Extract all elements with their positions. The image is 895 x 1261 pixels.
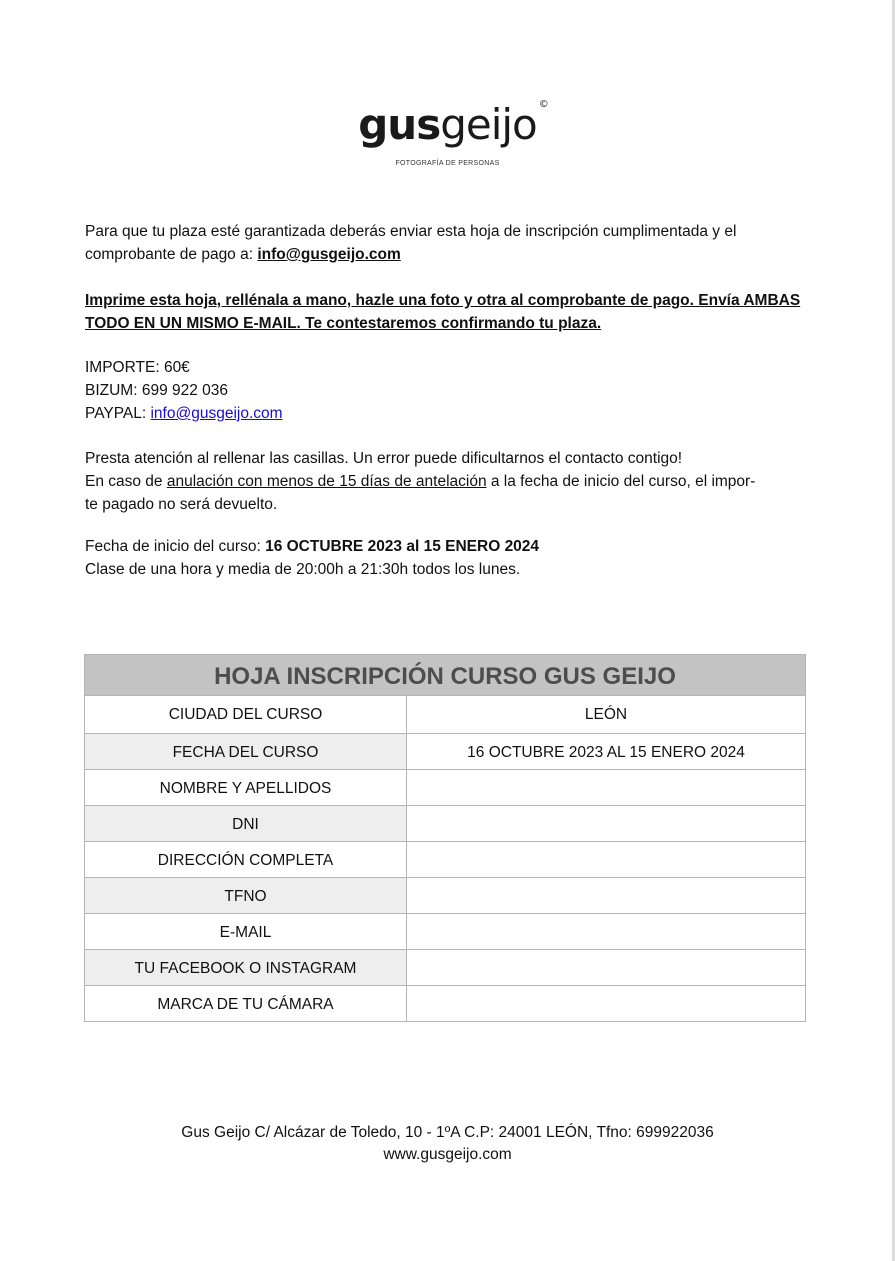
form-row-email (85, 913, 805, 949)
payment-importe: IMPORTE: 60€ (85, 359, 190, 376)
form-row-address (85, 841, 805, 877)
form-label: TU FACEBOOK O INSTAGRAM (85, 950, 407, 985)
course-start-label: Fecha de inicio del curso: (85, 538, 266, 555)
intro-text: Para que tu plaza esté garantizada deberás enviar esta hoja de inscripción cumplimentada y el comprobante de pago a: (85, 223, 737, 263)
notice-block (85, 447, 805, 516)
footer-address: Gus Geijo C/ Alcázar de Toledo, 10 - 1ºA C.P: 24001 LEÓN, Tfno: 699922036 (181, 1124, 714, 1141)
footer (0, 1122, 895, 1166)
paypal-email-link[interactable]: info@gusgeijo.com (150, 405, 283, 422)
form-row-phone (85, 877, 805, 913)
form-label: DNI (85, 806, 407, 841)
logo-light-part: geijo (440, 100, 537, 149)
form-field-address[interactable] (407, 842, 805, 877)
form-row-city (85, 695, 805, 733)
form-field-phone[interactable] (407, 878, 805, 913)
registration-form (84, 654, 806, 1022)
course-start (85, 535, 805, 558)
logo-tagline: FOTOGRAFÍA DE PERSONAS (395, 160, 500, 167)
form-label: DIRECCIÓN COMPLETA (85, 842, 407, 877)
form-label: TFNO (85, 878, 407, 913)
form-row-camera (85, 985, 805, 1021)
form-row-name (85, 769, 805, 805)
form-label: E-MAIL (85, 914, 407, 949)
notice-pre: En caso de (85, 473, 167, 490)
intro-email-link[interactable]: info@gusgeijo.com (257, 246, 401, 263)
logo-wordmark (358, 99, 549, 149)
payment-paypal (85, 402, 805, 425)
form-label: NOMBRE Y APELLIDOS (85, 770, 407, 805)
copyright-icon: © (538, 99, 549, 110)
logo-bold-part: gus (358, 100, 441, 149)
form-field-camera[interactable] (407, 986, 805, 1021)
course-schedule: Clase de una hora y media de 20:00h a 21:30h todos los lunes. (85, 561, 521, 578)
payment-bizum: BIZUM: 699 922 036 (85, 382, 229, 399)
notice-line-2 (85, 470, 805, 493)
form-row-dni (85, 805, 805, 841)
form-field-social[interactable] (407, 950, 805, 985)
form-field-email[interactable] (407, 914, 805, 949)
form-label: CIUDAD DEL CURSO (85, 696, 407, 733)
cancellation-link: anulación con menos de 15 días de antelación (166, 473, 487, 490)
instructions-paragraph: Imprime esta hoja, rellénala a mano, hazle una foto y otra al comprobante de pago. Envía AMBAS TODO EN UN MISMO E-MAIL. Te contestaremos confirmando tu plaza. (85, 292, 801, 332)
footer-website[interactable]: www.gusgeijo.com (383, 1146, 512, 1163)
intro-paragraph (85, 220, 805, 266)
form-value-date: 16 OCTUBRE 2023 AL 15 ENERO 2024 (467, 744, 745, 761)
form-label: MARCA DE TU CÁMARA (85, 986, 407, 1021)
course-block (85, 535, 805, 581)
form-field-name[interactable] (407, 770, 805, 805)
notice-line-1: Presta atención al rellenar las casillas. Un error puede dificultarnos el contacto contigo! (85, 450, 683, 467)
course-start-value: 16 OCTUBRE 2023 al 15 ENERO 2024 (265, 538, 540, 555)
logo (0, 99, 895, 167)
form-row-social (85, 949, 805, 985)
form-value-city: LEÓN (584, 706, 628, 723)
notice-line-3: te pagado no será devuelto. (85, 496, 278, 513)
payment-block (85, 356, 805, 425)
form-field-dni[interactable] (407, 806, 805, 841)
form-label: FECHA DEL CURSO (85, 734, 407, 769)
form-row-date (85, 733, 805, 769)
form-title: HOJA INSCRIPCIÓN CURSO GUS GEIJO (85, 655, 805, 695)
notice-post: a la fecha de inicio del curso, el impor- (486, 473, 756, 490)
paypal-label: PAYPAL: (85, 405, 151, 422)
